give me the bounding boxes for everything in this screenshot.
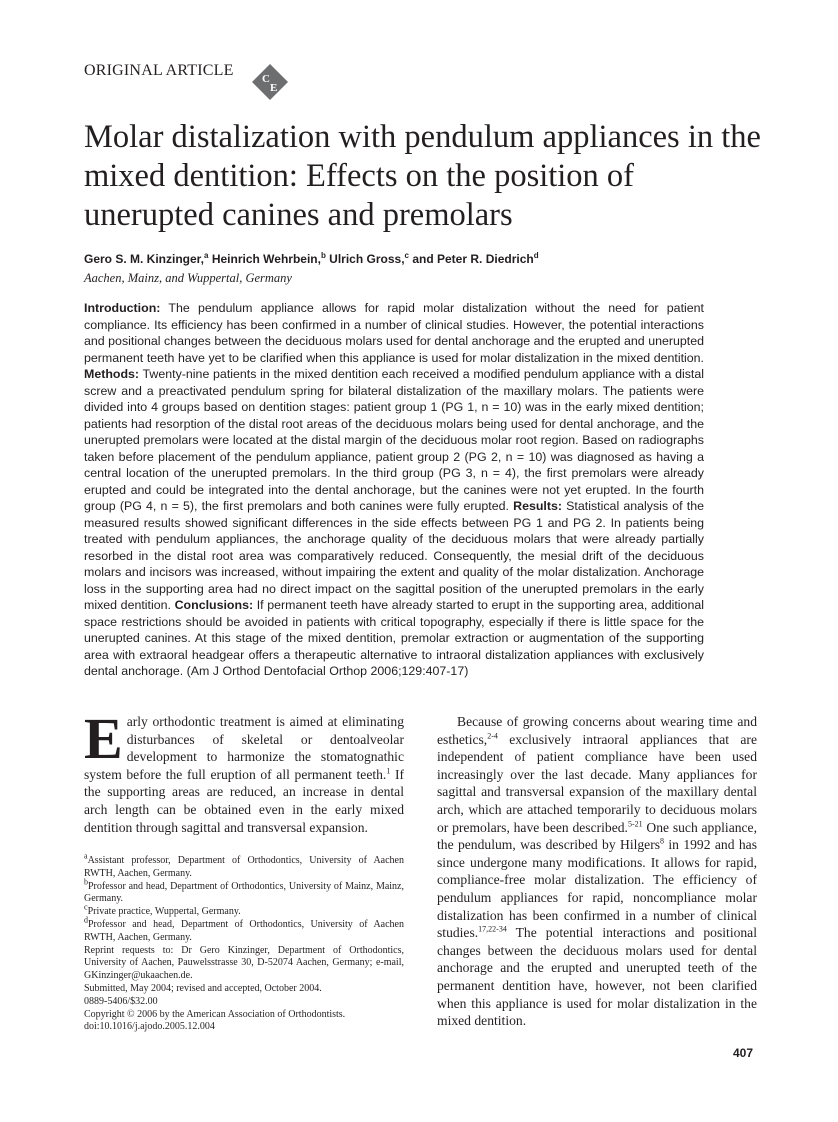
abstract-text: Twenty-nine patients in the mixed dentition each received a modified pendulum appliance with a distal screw and a preactivated pendulum spring for bilateral distalization of the maxillary molars. The patients were divided into 4 groups based on dentition stages: patient group 1 (PG 1, n = 10) was in the early mixed dentition; patients had resorption of the distal root areas of the deciduous molars being used for dental anchorage, and the unerupted premolars were located at the distal margin of the deciduous molar root region. Based on radiographs taken before placement of the pendulum appliance, patient group 2 (PG 2, n = 10) was diagnosed as having a central location of the unerupted premolars. In the third group (PG 3, n = 4), the first premolars were already erupted and could be integrated into the dental anchorage, but the canines were not yet erupted. In the fourth group (PG 4, n = 5), the first premolars and both canines were fully erupted. xyxy=(84,367,704,513)
author-list xyxy=(84,252,539,266)
ce-logo xyxy=(252,64,288,100)
footnote xyxy=(84,915,404,945)
citation: 17,22-34 xyxy=(478,924,507,934)
body-text: One such appliance, the pendulum, was described by Hilgers xyxy=(437,819,757,853)
footnote-text: 0889-5406/$32.00 xyxy=(84,995,158,1007)
intro-paragraph xyxy=(84,706,405,836)
footnote xyxy=(84,1021,404,1034)
footnote-marker: b xyxy=(84,877,88,887)
body-text: The potential interactions and positional changes between the deciduous molars used for dental anchorage and the erupted and unerupted teeth of the permanent dentition have, however, not been clarified when this appliance is used for molar distalization in the mixed dentition. xyxy=(437,925,757,1029)
author-name: Ulrich Gross, xyxy=(325,252,405,266)
citation: 1 xyxy=(386,766,391,776)
footnote xyxy=(84,1009,404,1022)
section-label: ORIGINAL ARTICLE xyxy=(84,62,234,79)
footnote-text: Professor and head, Department of Orthodontics, University of Mainz, Mainz, Germany. xyxy=(84,880,404,905)
author-name: Gero S. M. Kinzinger, xyxy=(84,252,205,266)
body-column-left xyxy=(84,706,405,836)
abstract-heading: Results: xyxy=(513,499,563,513)
body-text: in 1992 and has since undergone many modifications. It allows for rapid, compliance-free molar distalization. The efficiency of pendulum appliances for rapid, noncompliance molar distalization has been confirmed in a number of clinical studies. xyxy=(437,837,757,941)
page-number: 407 xyxy=(733,1046,754,1060)
citation: 2-4 xyxy=(487,731,498,741)
abstract-heading: Introduction: xyxy=(84,301,161,315)
affiliation-marker: c xyxy=(404,251,409,260)
citation: 5-21 xyxy=(627,819,643,829)
body-text: exclusively intraoral appliances that are independent of patient compliance have been used increasingly over the last decade. Many appliances for sagittal and transversal expansion of the maxillary dental arch, which are attached temporarily to deciduous molars or premolars, have been described. xyxy=(437,731,757,835)
abstract-heading: Conclusions: xyxy=(174,598,254,612)
body-column-right xyxy=(437,713,757,1030)
footnote-text: doi:10.1016/j.ajodo.2005.12.004 xyxy=(84,1021,215,1033)
footnote-marker: c xyxy=(84,902,88,912)
footnote-text: Reprint requests to: Dr Gero Kinzinger, Department of Orthodontics, University of Aachen, Pauwelsstrasse 30, D-52074 Aachen, Germany; e-mail, GKinzinger@ukaachen.de. xyxy=(84,944,404,982)
footnote-text: Private practice, Wuppertal, Germany. xyxy=(87,906,241,918)
article-title: Molar distalization with pendulum appliances in the mixed dentition: Effects on the position of unerupted canines and premolars xyxy=(84,119,761,233)
footnote xyxy=(84,902,404,919)
footnote xyxy=(84,851,404,881)
footnote xyxy=(84,945,404,983)
author-name: and Peter R. Diedrich xyxy=(409,252,534,266)
abstract-text: Statistical analysis of the measured results showed significant differences in the side effects between PG 1 and PG 2. In patients being treated with pendulum appliances, the anchorage quality of the deciduous molars that were already partially resorbed in the distal root area was comparatively reduced. Consequently, the mesial drift of the deciduous molars and incisors was increased, without impairing the extent and quality of the molar distalization. Anchorage loss in the supporting area had no direct impact on the sagittal position of the unerupted premolars in the early mixed dentition. xyxy=(84,499,704,612)
footnote-marker: d xyxy=(84,915,88,925)
body-text: arly orthodontic treatment is aimed at eliminating disturbances of skeletal or dentoalveolar development to harmonize the stomatognathic system before the full eruption of all permanent teeth. xyxy=(84,714,404,782)
footnote xyxy=(84,983,404,996)
author-location: Aachen, Mainz, and Wuppertal, Germany xyxy=(84,271,292,285)
affiliation-marker: b xyxy=(320,251,326,260)
footnote xyxy=(84,877,404,907)
svg-text:E: E xyxy=(270,82,278,94)
footnote-text: Submitted, May 2004; revised and accepted, October 2004. xyxy=(84,982,322,994)
body-text: If the supporting areas are reduced, an increase in dental arch length can be obtained even in the early mixed dentition through sagittal and transversal expansion. xyxy=(84,766,405,835)
footnote-text: Assistant professor, Department of Orthodontics, University of Aachen RWTH, Aachen, Germany. xyxy=(84,855,404,879)
affiliation-marker: a xyxy=(204,251,209,260)
svg-text:C: C xyxy=(262,73,270,85)
body-paragraph xyxy=(437,713,757,1030)
footnote-text: Copyright © 2006 by the American Association of Orthodontists. xyxy=(84,1008,346,1020)
abstract-text: If permanent teeth have already started to erupt in the supporting area, additional space restrictions should be avoided in patients with critical topography, especially if there is little space for the unerupted canines. At this stage of the mixed dentition, premolar extraction or augmentation of the supporting area with extraoral headgear offers a therapeutic alternative to intraoral distalization appliances with exclusively dental anchorage. (Am J Orthod Dentofacial Orthop 2006;129:407-17) xyxy=(84,598,704,678)
footnote-marker: a xyxy=(84,851,88,861)
footnote-text: Professor and head, Department of Orthodontics, University of Aachen RWTH, Aachen, Germany. xyxy=(84,918,404,943)
abstract-text: The pendulum appliance allows for rapid molar distalization without the need for patient compliance. Its efficiency has been confirmed in a number of clinical studies. However, the potential interactions and positional changes between the deciduous molars used for dental anchorage and the erupted and unerupted permanent teeth have yet to be clarified when this appliance is used for molar distalization in the mixed dentition. xyxy=(84,301,704,365)
footnote xyxy=(84,996,404,1009)
abstract xyxy=(84,300,704,680)
abstract-heading: Methods: xyxy=(84,367,140,381)
footnotes xyxy=(84,851,404,1034)
body-text: Because of growing concerns about wearing time and esthetics, xyxy=(437,714,757,747)
author-name: Heinrich Wehrbein, xyxy=(208,252,321,266)
citation: 8 xyxy=(660,836,665,846)
affiliation-marker: d xyxy=(533,251,539,260)
drop-cap: E xyxy=(84,706,123,771)
